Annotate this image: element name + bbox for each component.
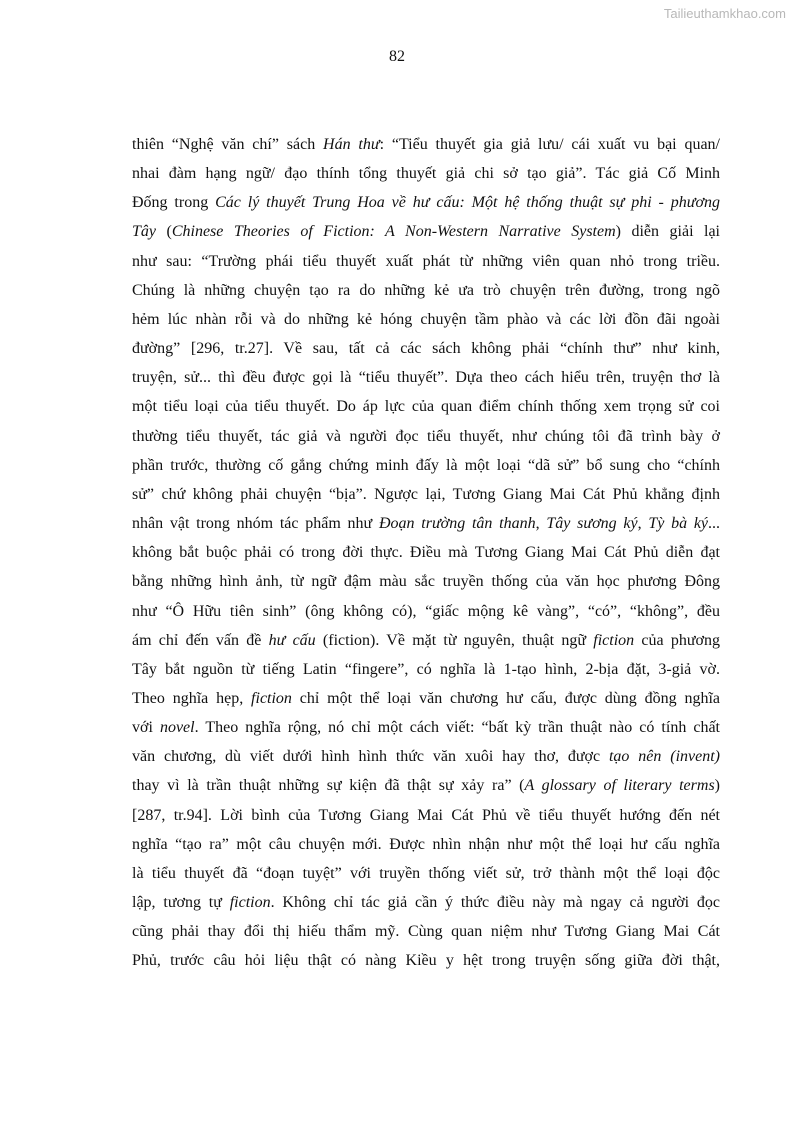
text-run: thiên “Nghệ văn chí” sách [132,136,324,153]
text-run: thường tiểu thuyết, tác giả và người đọc tiểu thuyết, như chúng tôi đã trình bày ở [132,427,720,445]
text-run: phần trước, thường cố gắng chứng minh đấy là một loại “dã sử” bổ sung cho “chính [132,456,720,474]
text-line [132,363,720,392]
text-line [132,217,720,246]
text-run: thay vì là trần thuật những sự kiện đã thật sự xảy ra” ( [132,777,525,795]
text-run: [287, tr.94]. Lời bình của Tương Giang Mai Cát Phủ về tiểu thuyết hướng đến nét [132,806,720,824]
text-line [132,626,720,655]
text-line [132,742,720,771]
text-run: đường” [296, tr.27]. Về sau, tất cả các sách không phải “chính thư” như kinh, [132,340,720,358]
body-text [132,130,720,976]
page-number: 82 [389,48,405,65]
text-line [132,888,720,917]
text-run: nghĩa “tạo ra” một câu chuyện mới. Được nhìn nhận như một thể loại hư cấu nghĩa [132,835,720,853]
text-run: ám chỉ đến vấn đề [132,631,269,649]
text-line [132,509,720,538]
text-run: hẻm lúc nhàn rỗi và do những kẻ hóng chuyện tầm phào và các lời đồn đãi ngoài [132,310,720,328]
italic-text: Tỳ bà ký [648,515,709,533]
text-run: : “Tiểu thuyết gia giả lưu/ cái xuất vu bại quan/ [379,136,720,153]
text-run: . Theo nghĩa rộng, nó chỉ một cách viết: “bất kỳ trần thuật nào có tính chất [194,719,720,737]
text-run: , [535,515,547,533]
text-run: chỉ một thể loại văn chương hư cấu, được dùng đồng nghĩa [291,689,720,707]
text-line [132,130,720,159]
text-line [132,392,720,421]
text-run: truyện, sử... thì đều được gọi là “tiểu thuyết”. Dựa theo cách hiểu trên, truyện thơ là [132,369,720,387]
text-line [132,334,720,363]
text-run: văn chương, dù viết dưới hình hình thức văn xuôi hay thơ, được [132,748,609,766]
italic-text: novel [159,719,195,737]
text-run: không bắt buộc phải có trong đời thực. Điều mà Tương Giang Mai Cát Phủ diễn đạt [132,544,720,562]
text-run: Theo nghĩa hẹp, [132,689,252,707]
italic-text: Chinese Theories of Fiction: A Non-Western Narrative System [171,223,616,241]
italic-text: Đoạn trường tân thanh [378,515,536,533]
text-line [132,567,720,596]
text-line [132,247,720,276]
text-line [132,538,720,567]
text-line [132,188,720,217]
text-line [132,480,720,509]
text-run: Chúng là những chuyện tạo ra do những kẻ ưa trò chuyện trên đường, trong ngõ [132,281,720,299]
italic-text: Các lý thuyết Trung Hoa về hư cấu: Một hệ thống thuật sự phi - phương [215,194,721,212]
italic-text: hư cấu [268,631,316,649]
italic-text: Hán thư [323,136,380,153]
text-run: ( [156,223,172,241]
text-line [132,917,720,946]
text-line [132,422,720,451]
text-run: sử” chứ không phải chuyện “bịa”. Ngược lại, Tương Giang Mai Cát Phủ khẳng định [132,485,720,503]
text-line [132,830,720,859]
italic-text: fiction [229,894,271,912]
text-line [132,946,720,975]
text-run: Tây bắt nguồn từ tiếng Latin “fingere”, có nghĩa là 1-tạo hình, 2-bịa đặt, 3-giả vờ. [132,660,720,678]
italic-text: fiction [251,689,292,707]
italic-text: tạo nên (invent) [608,748,720,766]
text-run: một tiểu loại của tiểu thuyết. Do áp lực của quan điểm chính thống xem trọng sử coi [132,398,720,416]
text-run: (fiction). Về mặt từ nguyên, thuật ngữ [315,631,594,649]
italic-text: Tây [132,223,156,241]
text-line [132,713,720,742]
text-line [132,684,720,713]
text-run: Phủ, trước câu hỏi liệu thật có nàng Kiều y hệt trong truyện sống giữa đời thật, [132,952,720,970]
text-line [132,451,720,480]
text-run: , [637,515,649,533]
text-run: nhân vật trong nhóm tác phẩm như [132,515,379,533]
text-line [132,801,720,830]
text-run: như “Ô Hữu tiên sinh” (ông không có), “giấc mộng kê vàng”, “có”, “không”, đều [132,602,720,620]
text-line [132,159,720,188]
text-run: lập, tương tự [132,894,230,912]
text-line [132,771,720,800]
text-run: là tiểu thuyết đã “đoạn tuyệt” với truyền thống viết sử, trở thành một thể loại độc [132,864,720,882]
watermark: Tailieuthamkhao.com [663,6,786,21]
text-run: Đống trong [132,194,216,212]
italic-text: Tây sương ký [546,515,638,533]
text-line [132,859,720,888]
text-run: với [132,719,160,737]
text-run: ) [714,777,720,795]
text-run: cũng phải thay đổi thị hiếu thẩm mỹ. Cùng quan niệm như Tương Giang Mai Cát [132,923,720,941]
italic-text: A glossary of literary terms [524,777,715,795]
text-run: ) diễn giải lại [615,223,721,241]
text-run: bằng những hình ảnh, từ ngữ đậm màu sắc truyền thống của văn học phương Đông [132,573,720,591]
text-line [132,305,720,334]
text-run: ... [708,515,721,533]
italic-text: fiction [593,631,635,649]
text-line [132,276,720,305]
text-run: như sau: “Trường phái tiểu thuyết xuất phát từ những viên quan nhỏ trong triều. [132,252,720,270]
text-line [132,597,720,626]
text-run: nhai đàm hạng ngữ/ đạo thính tổng thuyết giả chi sở tạo giả”. Tác giả Cố Minh [132,165,720,183]
text-run: . Không chỉ tác giả cần ý thức điều này mà ngay cả người đọc [270,894,720,912]
text-run: của phương [634,631,720,649]
text-line [132,655,720,684]
